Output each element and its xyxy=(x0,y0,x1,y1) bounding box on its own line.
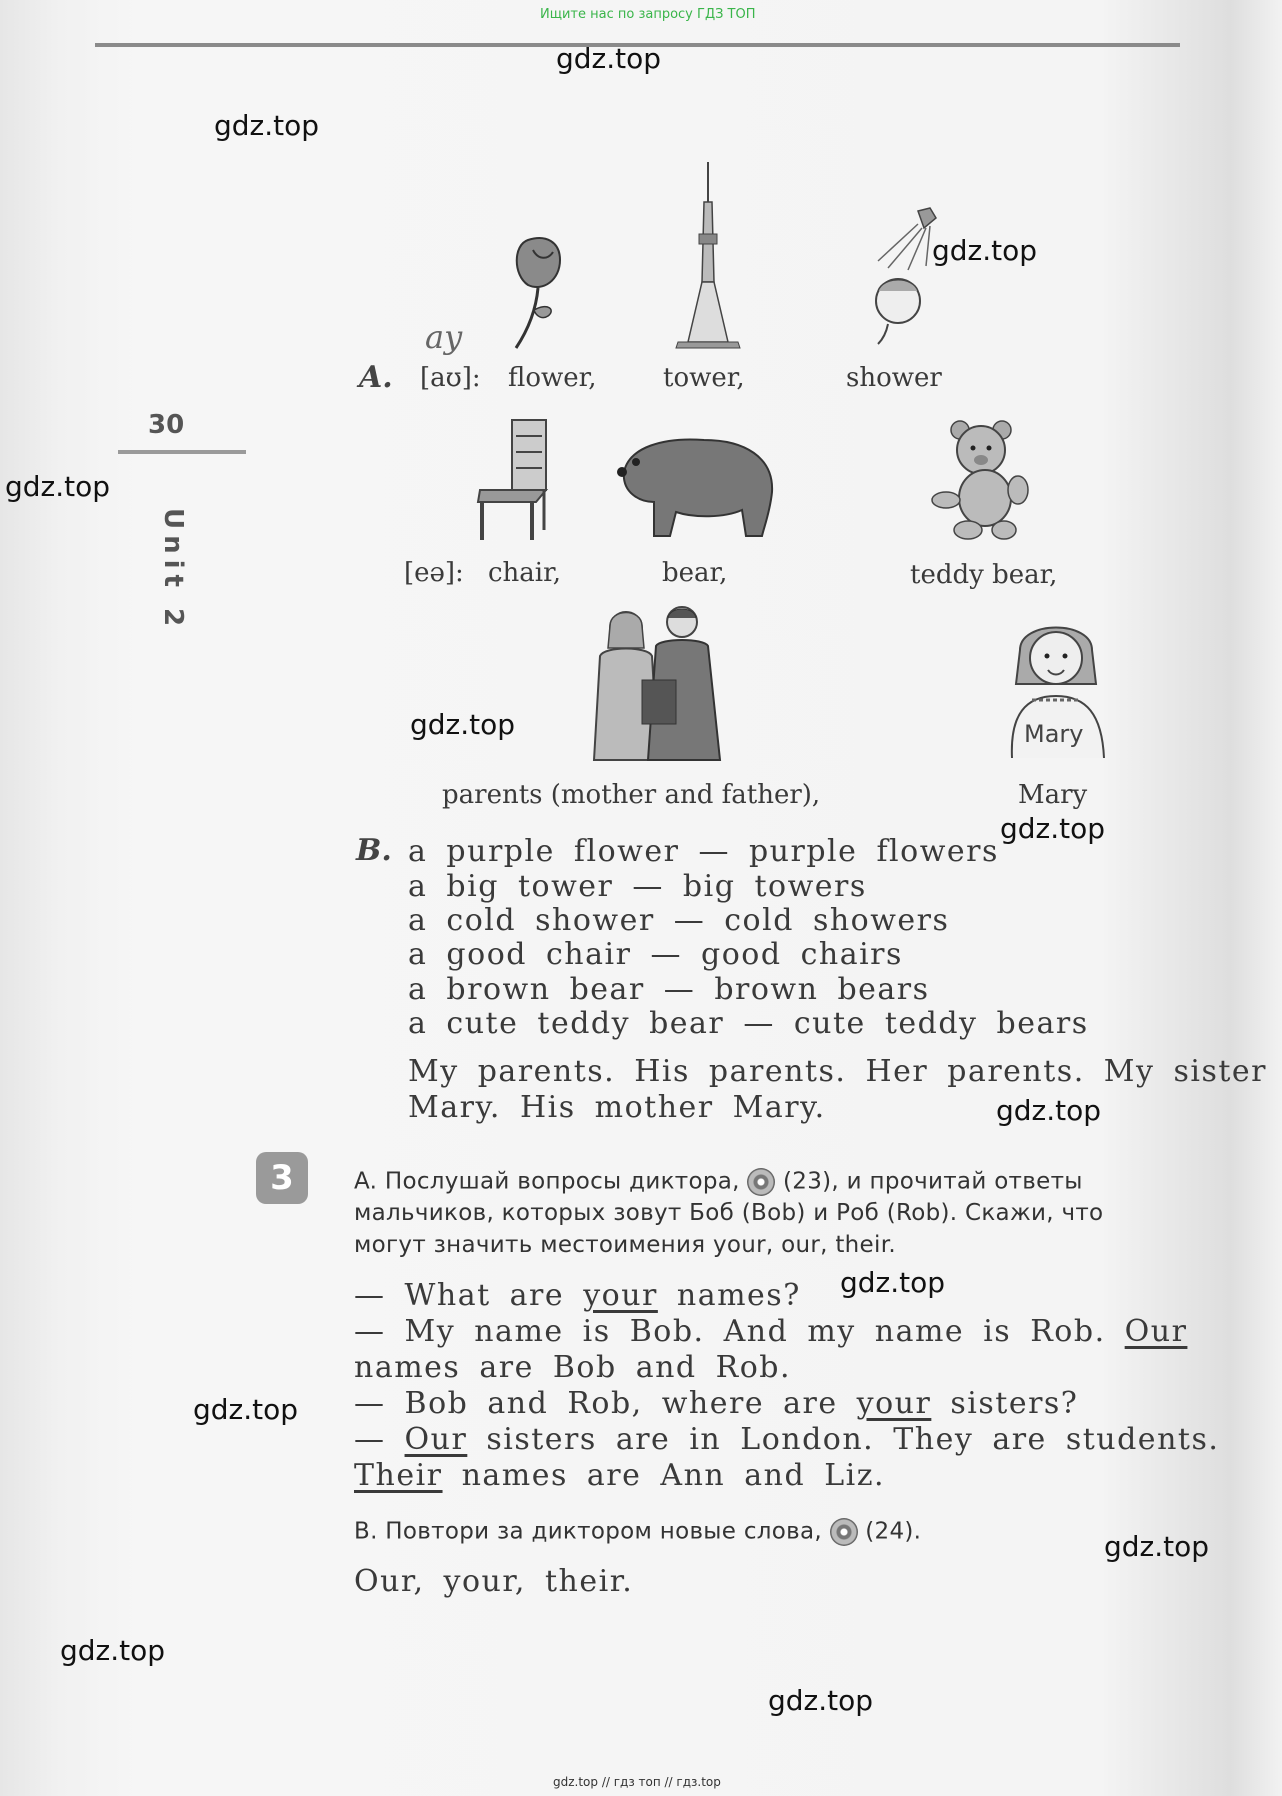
instruction-a-line3: могут значить местоимения your, our, their. xyxy=(354,1232,896,1258)
watermark: gdz.top xyxy=(556,42,662,75)
sentence-line: Mary. His mother Mary. xyxy=(408,1090,826,1125)
watermark: gdz.top xyxy=(5,470,111,503)
tower-illustration xyxy=(668,162,748,352)
phrase-line: a brown bear — brown bears xyxy=(408,972,930,1007)
watermark: gdz.top xyxy=(60,1634,166,1667)
word-flower: flower, xyxy=(508,363,597,393)
teddy-bear-illustration xyxy=(930,418,1030,542)
watermark: gdz.top xyxy=(214,109,320,142)
phrase-line: a purple flower — purple flowers xyxy=(408,834,999,869)
underlined-pronoun: your xyxy=(856,1386,932,1421)
dialogue-text: names are Ann and Liz. xyxy=(442,1458,886,1493)
dialogue-line xyxy=(354,1422,1219,1457)
dialogue-text: — Bob and Rob, where are xyxy=(354,1386,857,1421)
dialogue-text: names? xyxy=(657,1278,801,1313)
instruction-text: B. Повтори за диктором новые слова, xyxy=(354,1518,822,1545)
instruction-text: A. Послушай вопросы диктора, xyxy=(354,1168,740,1195)
watermark: gdz.top xyxy=(996,1094,1102,1127)
phrase-line: a cold shower — cold showers xyxy=(408,903,950,938)
dialogue-text: — What are xyxy=(354,1278,584,1313)
watermark: gdz.top xyxy=(840,1266,946,1299)
footer-note: gdz.top // гдз топ // гдз.top xyxy=(553,1775,721,1789)
chair-illustration xyxy=(474,418,554,542)
shower-illustration xyxy=(858,206,948,346)
final-words: Our, your, their. xyxy=(354,1564,634,1599)
bear-illustration xyxy=(614,432,778,540)
word-parents: parents (mother and father), xyxy=(442,780,821,810)
cd-audio-icon[interactable] xyxy=(747,1168,775,1196)
sound-ea: [eə]: xyxy=(404,558,464,588)
dialogue-line: names are Bob and Rob. xyxy=(354,1350,792,1385)
word-tower: tower, xyxy=(663,363,745,393)
section-b-letter: B. xyxy=(356,833,392,868)
dialogue-line xyxy=(354,1458,885,1493)
watermark: gdz.top xyxy=(193,1393,299,1426)
watermark: gdz.top xyxy=(1000,812,1106,845)
phrase-line: a good chair — good chairs xyxy=(408,937,903,972)
page-number-rule xyxy=(118,450,246,454)
underlined-pronoun: Their xyxy=(354,1458,443,1493)
handwritten-note: ay xyxy=(425,318,463,356)
watermark: gdz.top xyxy=(410,708,516,741)
cd-audio-icon[interactable] xyxy=(830,1518,858,1546)
instruction-text: (23), и прочитай ответы xyxy=(783,1168,1083,1195)
instruction-text: (24). xyxy=(865,1518,922,1545)
watermark: gdz.top xyxy=(1104,1530,1210,1563)
dialogue-line xyxy=(354,1278,801,1313)
dialogue-line xyxy=(354,1386,1078,1421)
underlined-pronoun: Our xyxy=(1124,1314,1188,1349)
sound-au: [aʊ]: xyxy=(420,363,481,393)
unit-label: Unit 2 xyxy=(158,508,188,633)
underlined-pronoun: your xyxy=(583,1278,658,1313)
watermark: gdz.top xyxy=(932,234,1038,267)
word-mary: Mary xyxy=(1018,780,1088,810)
flower-illustration xyxy=(508,230,578,350)
phrase-line: a cute teddy bear — cute teddy bears xyxy=(408,1006,1089,1041)
section-a-letter: A. xyxy=(359,360,393,395)
dialogue-text: sisters are in London. They are students. xyxy=(467,1422,1220,1457)
underlined-pronoun: Our xyxy=(404,1422,468,1457)
word-bear: bear, xyxy=(662,558,728,588)
page-number: 30 xyxy=(148,410,185,440)
instruction-b xyxy=(354,1518,921,1546)
dialogue-line xyxy=(354,1314,1187,1349)
top-note: Ищите нас по запросу ГДЗ ТОП xyxy=(540,7,756,22)
mary-sweater-label: Mary xyxy=(1024,720,1084,748)
word-chair: chair, xyxy=(488,558,561,588)
word-shower: shower xyxy=(846,363,942,393)
watermark: gdz.top xyxy=(768,1684,874,1717)
dialogue-text: — xyxy=(354,1422,405,1457)
instruction-a-line1 xyxy=(354,1168,1083,1196)
exercise-number-badge: 3 xyxy=(256,1152,308,1204)
word-teddy-bear: teddy bear, xyxy=(910,560,1058,590)
parents-illustration xyxy=(582,606,724,762)
phrase-line: a big tower — big towers xyxy=(408,869,867,904)
dialogue-text: sisters? xyxy=(931,1386,1079,1421)
dialogue-text: — My name is Bob. And my name is Rob. xyxy=(354,1314,1125,1349)
sentence-line: My parents. His parents. Her parents. My sister xyxy=(408,1054,1268,1089)
instruction-a-line2: мальчиков, которых зовут Боб (Bob) и Роб (Rob). Скажи, что xyxy=(354,1200,1104,1226)
